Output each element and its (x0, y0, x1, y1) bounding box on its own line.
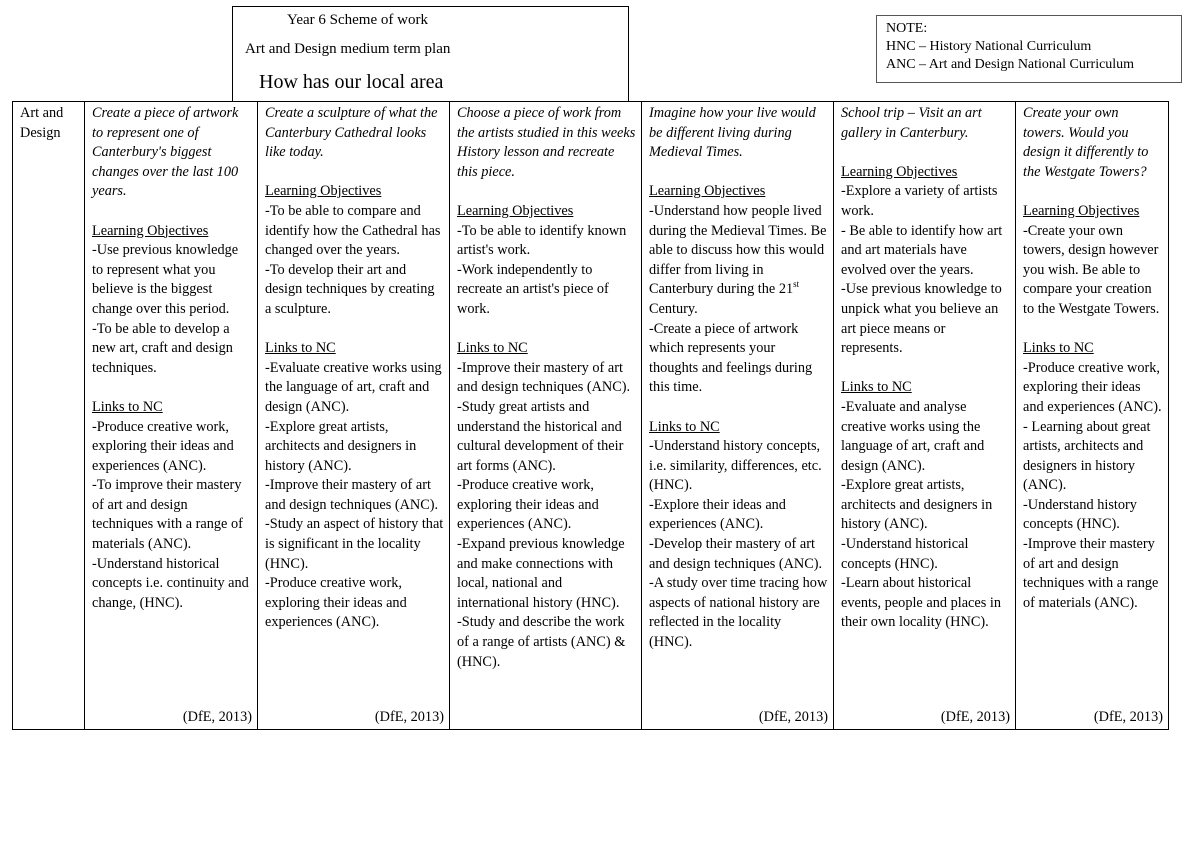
lesson-cell-4 (642, 102, 834, 730)
lesson-cell-5 (834, 102, 1016, 730)
plan-subtitle: Art and Design medium term plan (245, 41, 451, 57)
citation: (DfE, 2013) (182, 709, 252, 726)
topic-heading: How has our local area (259, 71, 444, 93)
nc-links-heading: Links to NC (841, 379, 912, 396)
citation: (DfE, 2013) (374, 709, 444, 726)
lesson-cell-2 (258, 102, 450, 730)
citation: (DfE, 2013) (940, 709, 1010, 726)
lesson-task: Create your own towers. Would you design it differently to the Westgate Towers? (1023, 105, 1149, 180)
objectives-text: -Create your own towers, design however you wish. Be able to compare your creation to the Westgate Towers. (1023, 222, 1160, 317)
nc-links-text: -Evaluate creative works using the language of art, craft and design (ANC). -Explore great artists, architects and designers in history (ANC). -Improve their mastery of art and design techniques (ANC). -Study an aspect of history that is significant in the locality (HNC). -Produce creative work, exploring their ideas and experiences (ANC). (265, 359, 444, 631)
citation: (DfE, 2013) (758, 709, 828, 726)
note-box (876, 15, 1182, 83)
objectives-heading: Learning Objectives (841, 163, 958, 180)
objectives-heading: Learning Objectives (265, 183, 382, 200)
objectives-text: -Explore a variety of artists work. - Be able to identify how art and art materials have evolved over the years. -Use previous knowledge to unpick what you believe an art piece means or represents. (841, 183, 1003, 357)
plan-table (12, 101, 1169, 730)
ordinal-suffix: st (793, 279, 800, 290)
lesson-cell-3 (450, 102, 642, 730)
objectives-heading: Learning Objectives (649, 183, 766, 200)
lesson-task: Create a sculpture of what the Canterbury Cathedral looks like today. (265, 105, 438, 161)
nc-links-heading: Links to NC (1023, 340, 1094, 357)
lesson-cell-6 (1016, 102, 1169, 730)
scheme-title: Year 6 Scheme of work (287, 12, 428, 28)
subject-label: Art and Design (20, 105, 64, 141)
note-title: NOTE: (886, 21, 928, 36)
objectives-text (649, 202, 828, 398)
nc-links-heading: Links to NC (92, 398, 163, 415)
nc-links-text: -Evaluate and analyse creative works using the language of art, craft and design (ANC). -Explore great artists, architects and designers in history (ANC). -Understand historical concepts (HNC). -Learn about historical events, people and places in their own locality (HNC). (841, 398, 1001, 631)
nc-links-text: -Produce creative work, exploring their ideas and experiences (ANC). -To improve their mastery of art and design techniques with a range of materials (ANC). -Understand historical concepts i.e. continuity and change, (HNC). (92, 418, 249, 611)
nc-links-text: -Improve their mastery of art and design techniques (ANC). -Study great artists and understand the historical and cultural development of their art forms (ANC). -Produce creative work, exploring their ideas and experiences (ANC). -Expand previous knowledge and make connections with local, national and international history (HNC). -Study and describe the work of a range of artists (ANC) & (HNC). (457, 359, 631, 670)
table-row (13, 102, 1169, 730)
note-hnc: HNC – History National Curriculum (886, 39, 1092, 54)
objectives-text: -To be able to identify known artist's work. -Work independently to recreate an artist's piece of work. (457, 222, 627, 317)
lesson-task: School trip – Visit an art gallery in Canterbury. (841, 105, 982, 141)
lesson-task: Choose a piece of work from the artists studied in this weeks History lesson and recreate this piece. (457, 105, 636, 180)
subject-cell (13, 102, 85, 730)
nc-links-text: -Produce creative work, exploring their ideas and experiences (ANC). - Learning about great artists, architects and designers in history (ANC). -Understand history concepts (HNC). -Improve their mastery of art and design techniques with a range of materials (ANC). (1023, 359, 1162, 611)
note-anc: ANC – Art and Design National Curriculum (886, 57, 1135, 72)
objectives-text-part: -Understand how people lived during the Medieval Times. Be able to discuss how this would differ from living in Canterbury during the 21 (649, 202, 827, 298)
nc-links-heading: Links to NC (649, 418, 720, 435)
objectives-heading: Learning Objectives (457, 202, 574, 219)
objectives-text: -Use previous knowledge to represent what you believe is the biggest change over this period. -To be able to develop a new art, craft and design techniques. (92, 242, 239, 376)
objectives-text: -To be able to compare and identify how the Cathedral has changed over the years. -To develop their art and design techniques by creating a sculpture. (265, 202, 441, 317)
nc-links-heading: Links to NC (457, 340, 528, 357)
nc-links-text: -Understand history concepts, i.e. similarity, differences, etc. (HNC). -Explore their ideas and experiences (ANC). -Develop their mastery of art and design techniques (ANC). -A study over time tracing how aspects of national history are reflected in the locality (HNC). (649, 438, 828, 651)
objectives-text-part: Century. -Create a piece of artwork which represents your thoughts and feelings during this time. (649, 300, 813, 396)
lesson-task: Create a piece of artwork to represent one of Canterbury's biggest changes over the last 100 years. (92, 105, 239, 200)
title-box (232, 6, 629, 101)
objectives-heading: Learning Objectives (1023, 202, 1140, 219)
lesson-task: Imagine how your live would be different living during Medieval Times. (649, 105, 816, 161)
lesson-cell-1 (85, 102, 258, 730)
nc-links-heading: Links to NC (265, 340, 336, 357)
citation: (DfE, 2013) (1093, 709, 1163, 726)
objectives-heading: Learning Objectives (92, 222, 209, 239)
